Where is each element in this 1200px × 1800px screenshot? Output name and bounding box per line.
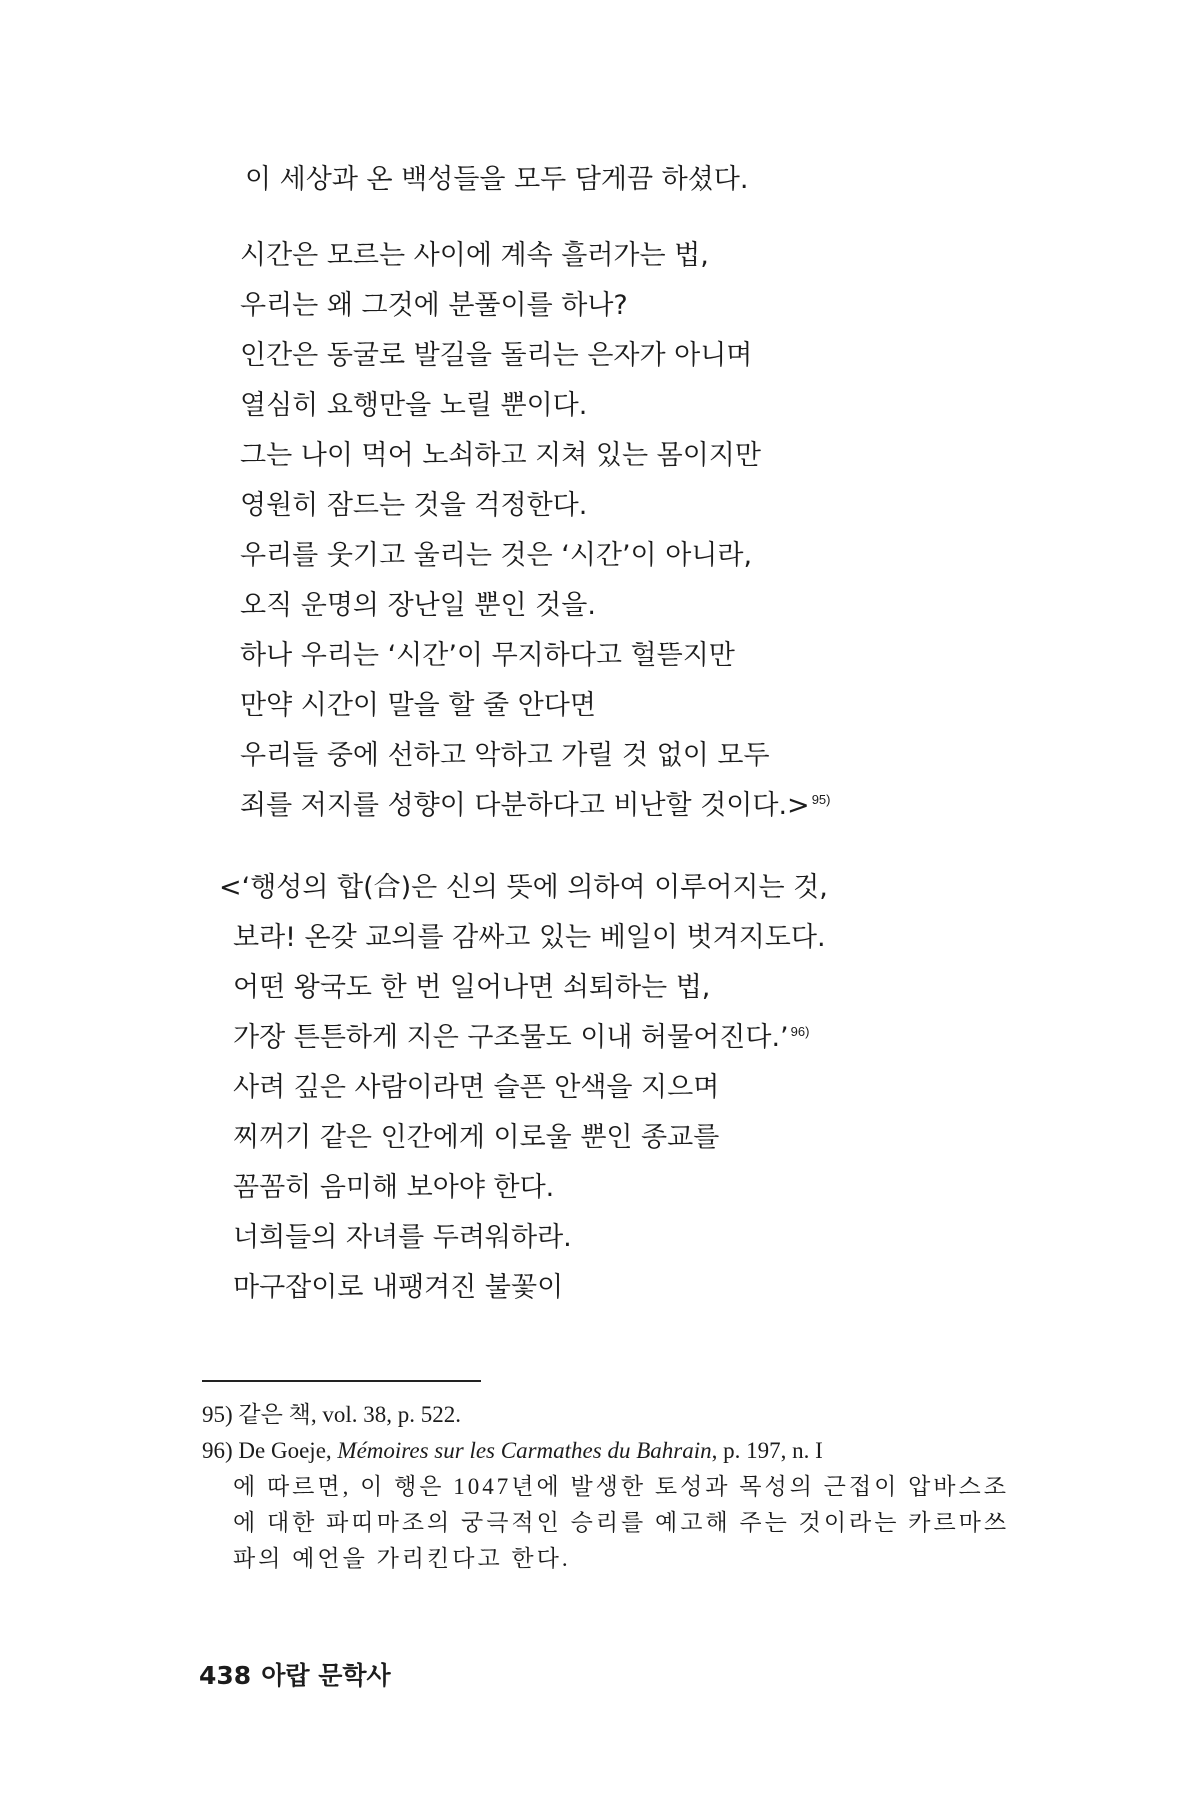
stanza-1-line: 오직 운명의 장난일 뿐인 것을. — [240, 590, 596, 621]
stanza-2-line: 마구잡이로 내팽겨진 불꽃이 — [233, 1272, 564, 1303]
stanza-2 — [219, 863, 828, 1313]
stanza-2-line: 꼼꼼히 음미해 보아야 한다. — [233, 1172, 555, 1203]
footnote-continuation: 파의 예언을 가리킨다고 한다. — [233, 1546, 571, 1571]
opening-line: 이 세상과 온 백성들을 모두 담게끔 하셨다. — [245, 164, 749, 195]
page-footer — [199, 1656, 391, 1696]
stanza-2-line: 찌꺼기 같은 인간에게 이로울 뿐인 종교를 — [233, 1122, 720, 1153]
stanza-2-line: <‘행성의 합(合)은 신의 뜻에 의하여 이루어지는 것, — [219, 872, 828, 903]
stanza-1-line: 우리는 왜 그것에 분풀이를 하나? — [240, 290, 628, 321]
footnote-ref-96: 96) — [790, 1024, 810, 1039]
stanza-1-line: 인간은 동굴로 발길을 돌리는 은자가 아니며 — [240, 340, 753, 371]
footnote-citation: , p. 197, n. I — [711, 1438, 823, 1463]
footnotes — [202, 1397, 1009, 1577]
stanza-1-line: 만약 시간이 말을 할 줄 안다면 — [240, 690, 596, 721]
footnote-marker: 96) — [202, 1438, 233, 1463]
stanza-1-line: 영원히 잠드는 것을 걱정한다. — [240, 490, 588, 521]
stanza-1 — [240, 231, 830, 831]
footnote-continuation: 에 따르면, 이 행은 1047년에 발생한 토성과 목성의 근접이 압바스조 — [233, 1474, 1009, 1499]
stanza-1-line: 열심히 요행만을 노릴 뿐이다. — [240, 390, 588, 421]
footnote-ref-95: 95) — [811, 792, 831, 807]
opening-verse — [245, 155, 748, 205]
stanza-1-line: 시간은 모르는 사이에 계속 흘러가는 법, — [240, 240, 709, 271]
footnote-title: Mémoires sur les Carmathes du Bahrain — [337, 1438, 712, 1463]
page-number: 438 — [199, 1661, 252, 1690]
stanza-1-line: 하나 우리는 ‘시간’이 무지하다고 헐뜯지만 — [240, 640, 735, 671]
footnote-marker: 95) — [202, 1402, 233, 1427]
stanza-1-line — [240, 781, 830, 831]
footnote-author: De Goeje, — [238, 1438, 332, 1463]
running-title: 아랍 문학사 — [261, 1661, 391, 1690]
stanza-2-line: 보라! 온갖 교의를 감싸고 있는 베일이 벗겨지도다. — [233, 922, 826, 953]
stanza-1-line-text: 죄를 저지를 성향이 다분하다고 비난할 것이다.> — [240, 790, 810, 821]
stanza-2-line: 사려 깊은 사람이라면 슬픈 안색을 지으며 — [233, 1072, 720, 1103]
stanza-2-line — [233, 1013, 828, 1063]
stanza-2-line: 너희들의 자녀를 두려워하라. — [233, 1222, 572, 1253]
footnote-96 — [202, 1433, 1009, 1469]
stanza-1-line: 우리들 중에 선하고 악하고 가릴 것 없이 모두 — [240, 740, 770, 771]
footnote-95 — [202, 1397, 1009, 1433]
stanza-2-line-text: 가장 튼튼하게 지은 구조물도 이내 허물어진다.’ — [233, 1022, 789, 1053]
footnote-continuation: 에 대한 파띠마조의 궁극적인 승리를 예고해 주는 것이라는 카르마쓰 — [233, 1510, 1010, 1535]
stanza-1-line: 그는 나이 먹어 노쇠하고 지쳐 있는 몸이지만 — [240, 440, 761, 471]
stanza-1-line: 우리를 웃기고 울리는 것은 ‘시간’이 아니라, — [240, 540, 753, 571]
footnote-text: 같은 책, vol. 38, p. 522. — [238, 1402, 461, 1427]
stanza-2-line: 어떤 왕국도 한 번 일어나면 쇠퇴하는 법, — [233, 972, 711, 1003]
footnote-divider — [202, 1380, 481, 1382]
